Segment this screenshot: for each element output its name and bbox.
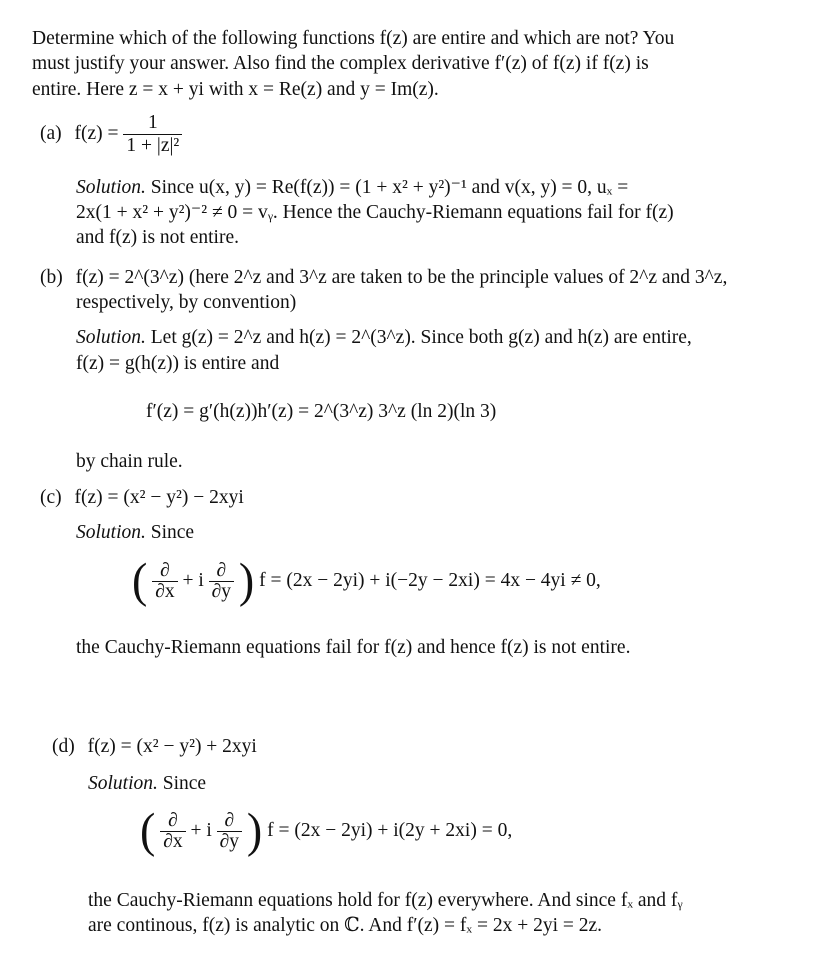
part-a-label: (a) [40, 122, 62, 144]
part-c-partial-y [209, 561, 234, 602]
part-a-solution-line-1 [76, 176, 628, 200]
part-c-cr-equation [132, 553, 601, 608]
part-b-solution-line-1 [76, 326, 692, 350]
part-b-statement-text: f(z) = 2^(3^z) (here 2^z and 3^z are taken to be the principle values of 2^z and 3^z, [75, 267, 728, 288]
part-c-conclusion: the Cauchy-Riemann equations fail for f(z) and hence f(z) is not entire. [76, 637, 631, 658]
part-c-partial-x-den: ∂x [152, 581, 177, 602]
part-b-label: (b) [40, 267, 63, 288]
part-d-partial-y-num: ∂ [224, 809, 235, 831]
part-c-statement [40, 486, 244, 510]
part-a-solution-line-2: 2x(1 + x² + y²)⁻² ≠ 0 = vᵧ. Hence the Cauchy-Riemann equations fail for f(z) [76, 202, 674, 223]
part-c-close-paren: ) [238, 553, 255, 608]
part-b-solution-line-3: by chain rule. [76, 451, 183, 472]
part-c-partial-y-den: ∂y [209, 581, 234, 602]
part-b-solution-label: Solution. [76, 327, 146, 348]
part-a-solution-text-1: Since u(x, y) = Re(f(z)) = (1 + x² + y²)⁻¹ and v(x, y) = 0, uₓ = [150, 177, 629, 198]
part-a-numerator: 1 [147, 112, 158, 133]
part-d-partial-x [160, 811, 185, 852]
part-a-lhs: f(z) = [74, 122, 119, 144]
part-d-solution-line [88, 772, 206, 796]
part-c-open-paren: ( [132, 553, 148, 608]
part-d-equation-rhs: f = (2x − 2yi) + i(2y + 2xi) = 0, [267, 820, 513, 841]
part-d-open-paren: ( [140, 803, 156, 858]
part-b-statement-line-1 [40, 266, 727, 290]
part-c-since: Since [150, 522, 195, 543]
part-c-partial-x-num: ∂ [160, 559, 170, 581]
part-d-close-paren: ) [246, 803, 263, 858]
part-d-statement-text: f(z) = (x² − y²) + 2xyi [87, 736, 257, 757]
part-c-statement-text: f(z) = (x² − y²) − 2xyi [74, 487, 244, 508]
part-d-partial-y-den: ∂y [217, 831, 242, 852]
part-a-statement [40, 112, 182, 157]
part-b-solution-text-1: Let g(z) = 2^z and h(z) = 2^(3^z). Since both g(z) and h(z) are entire, [150, 327, 692, 348]
part-c-label: (c) [40, 487, 62, 508]
part-d-cr-equation [140, 803, 513, 858]
part-d-partial-x-num: ∂ [168, 809, 178, 831]
part-a-denominator: 1 + |z|² [123, 134, 182, 157]
part-d-label: (d) [52, 736, 75, 757]
part-c-plus-i: + i [182, 570, 204, 591]
part-a-solution-label: Solution. [76, 177, 146, 198]
part-d-statement [52, 735, 257, 759]
intro-line-3: entire. Here z = x + yi with x = Re(z) and y = Im(z). [32, 79, 439, 100]
part-c-partial-x [152, 561, 177, 602]
part-b-derivative-equation: f′(z) = g′(h(z))h′(z) = 2^(3^z) 3^z (ln 2)(ln 3) [146, 401, 497, 422]
part-d-partial-x-den: ∂x [160, 831, 185, 852]
part-c-solution-label: Solution. [76, 522, 146, 543]
part-d-plus-i: + i [190, 820, 212, 841]
part-c-solution-line [76, 521, 194, 545]
part-d-solution-label: Solution. [88, 773, 158, 794]
part-d-since: Since [162, 773, 207, 794]
part-c-equation-rhs: f = (2x − 2yi) + i(−2y − 2xi) = 4x − 4yi ≠ 0, [259, 570, 601, 591]
part-c-partial-y-num: ∂ [216, 559, 227, 581]
part-d-conclusion-line-2: are continous, f(z) is analytic on ℂ. And f′(z) = fₓ = 2x + 2yi = 2z. [88, 915, 603, 936]
part-a-fraction [123, 112, 182, 157]
part-b-solution-line-2: f(z) = g(h(z)) is entire and [76, 353, 280, 374]
intro-line-1: Determine which of the following functions f(z) are entire and which are not? You [32, 28, 675, 49]
part-d-conclusion-line-1: the Cauchy-Riemann equations hold for f(z) everywhere. And since fₓ and fᵧ [88, 890, 683, 911]
part-b-statement-line-2: respectively, by convention) [76, 292, 297, 313]
part-d-partial-y [217, 811, 242, 852]
part-a-solution-line-3: and f(z) is not entire. [76, 227, 239, 248]
intro-line-2: must justify your answer. Also find the complex derivative f′(z) of f(z) if f(z) is [32, 53, 649, 74]
